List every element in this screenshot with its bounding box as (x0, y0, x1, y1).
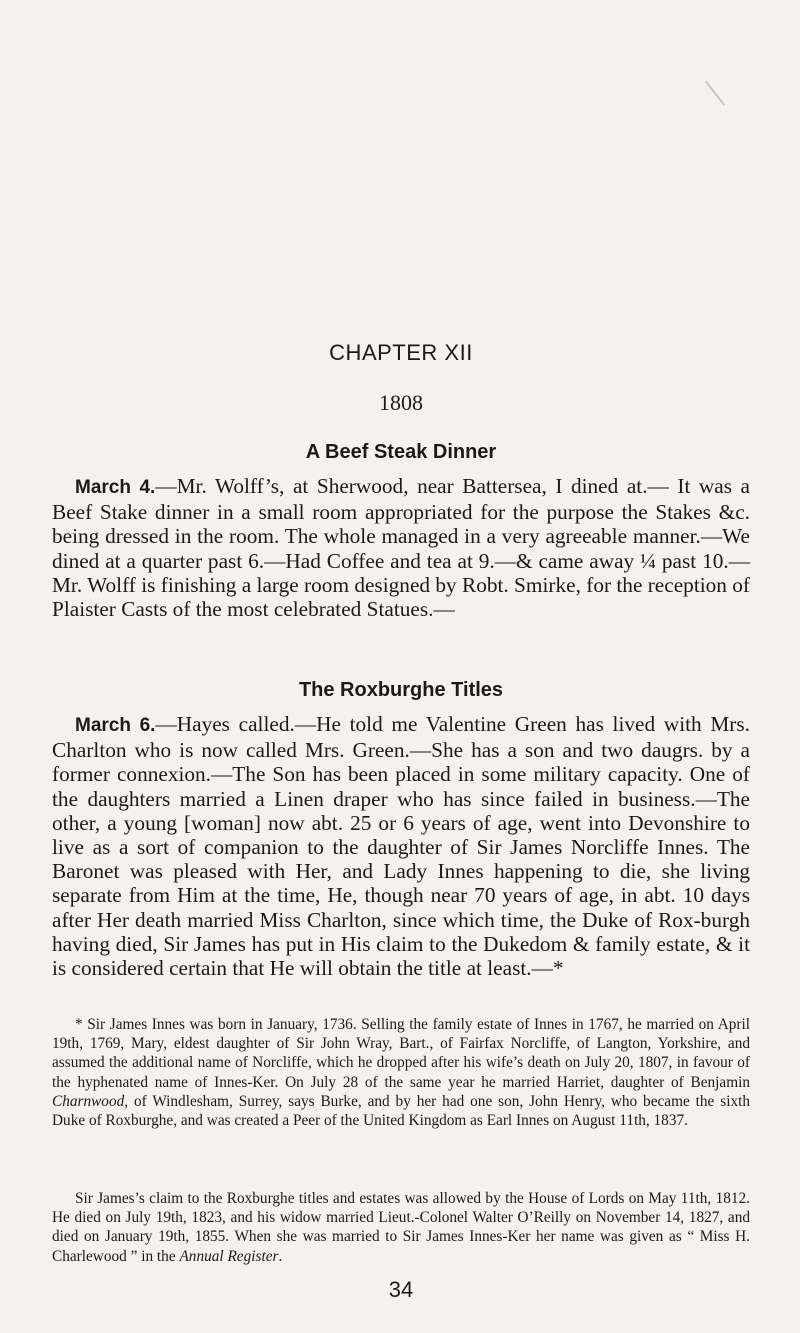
entry-date: March 4. (75, 477, 156, 498)
entry-march-6 (52, 712, 750, 980)
chapter-year: 1808 (379, 390, 423, 415)
entry-march-4 (52, 474, 750, 621)
section-heading-roxburghe: The Roxburghe Titles (298, 679, 504, 701)
footnote-text: * Sir James Innes was born in January, 1736. Selling the family estate of Innes in 1767, he married on April 19th, 1769, Mary, eldest daughter of Sir John Wray, Bart., of Fairfax Norcliffe, of Langton, Yorkshire, and assumed the additional name of Norcliffe, which he dropped after his wife’s death on July 20, 1807, in favour of the hyphenated name of Innes-Ker. On July 28 of the same year he married Harriet, daughter of Benjamin (52, 1016, 750, 1091)
entry-text: —Hayes called.—He told me Valentine Green has lived with Mrs. Charlton who is now called Mrs. Green.—She has a son and two daugrs. by a former connexion.—The Son has been placed in some military capacity. One of the daughters married a Linen draper who has since failed in business.—The other, a young [woman] now abt. 25 or 6 years of age, went into Devonshire to live as a sort of companion to the daughter of Sir James Norcliffe Innes. The Baronet was pleased with Her, and Lady Innes happening to die, she living separate from Him at the time, He, though near 70 years of age, in abt. 10 days after Her death married Miss Charlton, since which time, the Duke of Rox-burgh having died, Sir James has put in His claim to the Dukedom & family estate, & it is considered certain that He will obtain the title at least.—* (52, 712, 750, 981)
footnote-paragraph-2 (52, 1189, 750, 1266)
footnote-italic: Annual Register (179, 1247, 279, 1265)
page-number: 34 (388, 1277, 414, 1302)
chapter-title: CHAPTER XII (329, 340, 473, 365)
footnote-text: . (278, 1247, 283, 1265)
footnote-paragraph-1 (52, 1015, 750, 1130)
entry-text: —Mr. Wolff’s, at Sherwood, near Battersea, I dined at.— It was a Beef Stake dinner in a small room appropriated for the purpose the Stakes &c. being dressed in the room. The whole managed in a very agreeable manner.—We dined at a quarter past 6.—Had Coffee and tea at 9.—& came away ¼ past 10.—Mr. Wolff is finishing a large room designed by Robt. Smirke, for the reception of Plaister Casts of the most celebrated Statues.— (52, 474, 751, 622)
book-page (52, 0, 750, 1333)
section-heading-beef-steak: A Beef Steak Dinner (305, 441, 497, 463)
footnote-text: , of Windlesham, Surrey, says Burke, and by her had one son, John Henry, who became the sixth Duke of Roxburghe, and was created a Peer of the United Kingdom as Earl Innes on August 11th, 1837. (52, 1092, 750, 1130)
entry-date: March 6. (75, 715, 156, 736)
footnote-italic: Charnwood (52, 1092, 125, 1110)
footnote-text: Sir James’s claim to the Roxburghe titles and estates was allowed by the House of Lords on May 11th, 1812. He died on July 19th, 1823, and his widow married Lieut.-Colonel Walter O’Reilly on November 14, 1827, and died on January 19th, 1855. When she was married to Sir James Innes-Ker her name was given as “ Miss H. Charlewood ” in the (52, 1190, 750, 1265)
